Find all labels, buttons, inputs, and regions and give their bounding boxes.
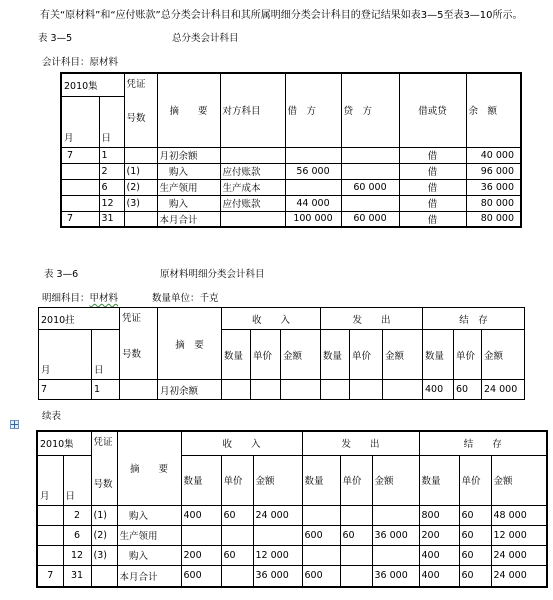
voucher-header: 凭证 号数 — [120, 308, 158, 380]
price-header: 单价 — [350, 330, 383, 380]
voucher-label: 凭证 — [126, 79, 146, 90]
subsidiary-ledger-table — [38, 307, 525, 400]
table-row: 7 31 本月合计 100 000 60 000 借 80 000 — [61, 211, 521, 227]
general-ledger-table — [60, 72, 522, 228]
table-3-6-caption: 原材料明细分类会计科目 — [160, 269, 265, 280]
year-header: 2010集 — [37, 431, 91, 455]
table-3-5-number: 表 3—5 — [38, 33, 73, 44]
day-header: 日 — [63, 455, 91, 505]
table-row: 7 31 本月合计 600 36 000 600 36 000 400 60 24 000 — [37, 565, 547, 587]
qty-header: 数量 — [321, 330, 350, 380]
amount-header: 金额 — [482, 330, 525, 380]
price-header: 单价 — [251, 330, 281, 380]
intro-text: 有关“原材料”和“应付账款”总分类会计科目和其所属明细分类会计科目的登记结果如表3—5至表3—10所示。 — [40, 10, 523, 21]
contra-account-header: 对方科目 — [220, 73, 285, 147]
table-row: 2 (1) 购入 400 60 24 000 800 60 48 000 — [37, 505, 547, 525]
debit-header: 借 方 — [285, 73, 341, 147]
table-row: 6 (2) 生产领用 生产成本 60 000 借 36 000 — [61, 179, 521, 195]
dc-header: 借或贷 — [399, 73, 466, 147]
balance-header: 余 额 — [466, 73, 521, 147]
day-header: 日 — [99, 96, 124, 147]
table-3-6-subject: 明细科目：甲材料 — [42, 293, 119, 304]
quantity-unit: 数量单位：千克 — [152, 293, 219, 304]
qty-header: 数量 — [222, 330, 251, 380]
day-header: 日 — [92, 330, 120, 380]
continuation-label: 续表 — [42, 411, 62, 422]
month-header: 月 — [61, 96, 99, 147]
table-row: 6 (2) 生产领用 600 60 36 000 200 60 12 000 — [37, 525, 547, 545]
table-row: 7 1 月初余额 400 60 24 000 — [39, 380, 525, 400]
table-row: 12 (3) 购入 应付账款 44 000 借 80 000 — [61, 195, 521, 211]
table-move-handle-icon[interactable] — [10, 420, 19, 429]
summary-header: 摘 要 — [117, 431, 181, 505]
voucher-header: 凭证 号数 — [91, 431, 117, 505]
price-header: 单价 — [454, 330, 482, 380]
table-row: 12 (3) 购入 200 60 12 000 400 60 24 000 — [37, 545, 547, 565]
table-row: 7 1 月初余额 借 40 000 — [61, 147, 521, 163]
credit-header: 贷 方 — [341, 73, 399, 147]
year-header: 2010拄 — [39, 308, 120, 330]
amount-header: 金额 — [383, 330, 423, 380]
voucher-header — [124, 73, 157, 147]
issue-header: 发 出 — [321, 308, 423, 330]
receipt-header: 收 入 — [222, 308, 321, 330]
qty-header: 数量 — [423, 330, 454, 380]
month-header: 月 — [37, 455, 63, 505]
amount-header: 金额 — [281, 330, 321, 380]
table-3-5-caption: 总分类会计科目 — [172, 33, 239, 44]
header-row — [61, 73, 521, 96]
stock-header: 结 存 — [419, 431, 547, 455]
table-3-6-number: 表 3—6 — [44, 269, 79, 280]
continuation-table: 2010集 凭证 号数 摘 要 收 入 发 出 结 存 月 日 数量 单价 金额 数量 单价 金额 数量 单价 金额 2 (1) 购入 400 60 24 000 800 60 48 000 6 (2) 生产领用 600 60 36 000 200 60 12 000 12 (3) 购入 200 60 12 000 400 60 24 000 7 31 本月合计 600 36 000 600 36 000 400 60 24 000 — [36, 430, 548, 588]
month-header: 月 — [39, 330, 92, 380]
table-row: 2 (1) 购入 应付账款 56 000 借 96 000 — [61, 163, 521, 179]
summary-header: 摘 要 — [158, 308, 222, 380]
year-header: 2010集 — [61, 73, 124, 96]
material-name: 甲材料 — [89, 293, 119, 304]
voucher-no-label: 号数 — [126, 113, 146, 124]
table-3-5-subject: 会计科目：原材料 — [42, 57, 119, 68]
stock-header: 结 存 — [423, 308, 525, 330]
summary-header: 摘 要 — [157, 73, 220, 147]
issue-header: 发 出 — [302, 431, 419, 455]
receipt-header: 收 入 — [181, 431, 302, 455]
